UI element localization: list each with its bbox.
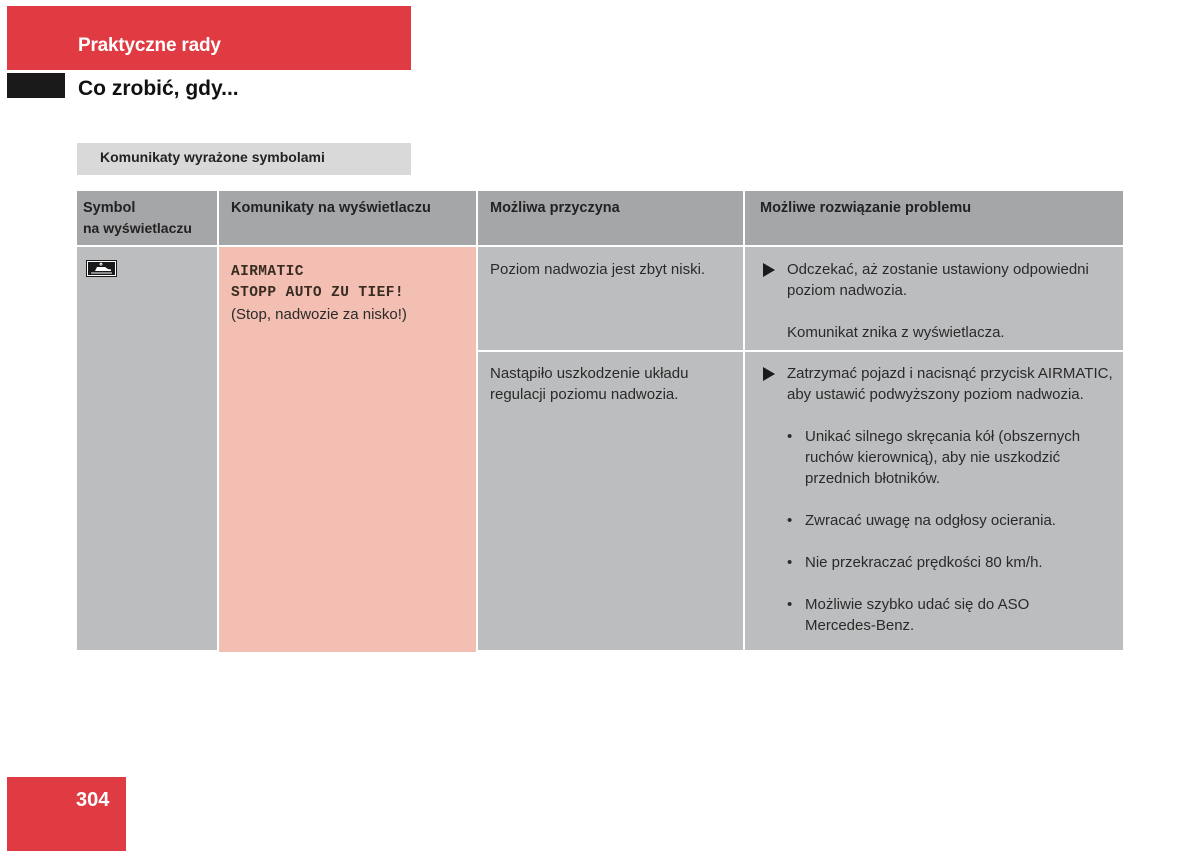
chapter-title: Praktyczne rady	[78, 35, 221, 56]
header-symbol	[77, 191, 217, 245]
header-cause: Możliwa przyczyna	[478, 191, 743, 245]
page-number-tab	[7, 777, 126, 851]
arrow-right-icon	[763, 367, 775, 381]
header-symbol-line1: Symbol	[83, 200, 136, 216]
bullet-icon: •	[787, 596, 793, 613]
airmatic-vehicle-level-icon	[86, 260, 117, 277]
solution-cell-2	[745, 352, 1123, 650]
subtitle-marker	[7, 73, 65, 98]
chapter-header	[7, 6, 411, 70]
symbol-cell	[77, 247, 217, 650]
list-item-text: Możliwie szybko udać się do ASO Mercedes-Benz.	[805, 596, 1030, 634]
action-step	[759, 259, 1117, 301]
list-item	[783, 426, 1119, 489]
message-line1: AIRMATIC	[231, 264, 304, 280]
list-item	[783, 510, 1119, 531]
list-item	[783, 594, 1119, 636]
messages-table	[77, 191, 1123, 651]
bullet-icon: •	[787, 428, 793, 445]
cause-cell-1: Poziom nadwozia jest zbyt niski.	[478, 247, 743, 350]
list-item-text: Unikać silnego skręcania kół (obszernych ruchów kierownicą), aby nie uszkodzić przednich błotników.	[805, 428, 1081, 487]
message-line2: STOPP AUTO ZU TIEF!	[231, 285, 404, 301]
solution-note: Komunikat znika z wyświetlacza.	[787, 324, 1005, 341]
solution-cell-1	[745, 247, 1123, 350]
section-heading	[77, 143, 411, 175]
header-symbol-line2: na wyświetlaczu	[83, 220, 192, 236]
message-cell	[219, 247, 476, 652]
action-step	[759, 363, 1119, 405]
list-item	[783, 552, 1119, 573]
page-number: 304	[76, 789, 110, 811]
message-translation: (Stop, nadwozie za nisko!)	[231, 306, 407, 323]
bullet-icon: •	[787, 554, 793, 571]
cause-cell-2: Nastąpiło uszkodzenie układu regulacji poziomu nadwozia.	[478, 352, 743, 650]
header-message: Komunikaty na wyświetlaczu	[219, 191, 476, 245]
list-item-text: Zwracać uwagę na odgłosy ocierania.	[805, 512, 1056, 529]
section-title: Komunikaty wyrażone symbolami	[100, 149, 325, 165]
action-text: Odczekać, aż zostanie ustawiony odpowiedni poziom nadwozia.	[787, 261, 1089, 299]
header-solution: Możliwe rozwiązanie problemu	[745, 191, 1123, 245]
arrow-right-icon	[763, 263, 775, 277]
list-item-text: Nie przekraczać prędkości 80 km/h.	[805, 554, 1043, 571]
action-text: Zatrzymać pojazd i nacisnąć przycisk AIRMATIC, aby ustawić podwyższony poziom nadwozia.	[787, 365, 1113, 403]
bullet-icon: •	[787, 512, 793, 529]
page-subtitle: Co zrobić, gdy...	[78, 77, 239, 100]
